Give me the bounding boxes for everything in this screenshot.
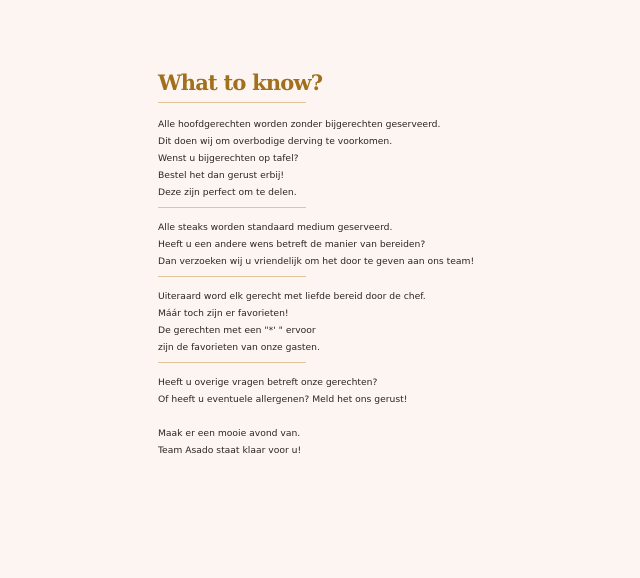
paragraph-line: Máár toch zijn er favorieten! [158, 308, 289, 319]
paragraph-line: Uiteraard word elk gerecht met liefde bereid door de chef. [158, 291, 426, 302]
divider [158, 362, 306, 363]
paragraph-line: Alle hoofdgerechten worden zonder bijgerechten geserveerd. [158, 119, 441, 130]
paragraph-line: Heeft u een andere wens betreft de manier van bereiden? [158, 239, 426, 250]
divider [158, 207, 306, 208]
paragraph-line: Dan verzoeken wij u vriendelijk om het door te geven aan ons team! [158, 256, 475, 267]
paragraph-line: Of heeft u eventuele allergenen? Meld het ons gerust! [158, 394, 408, 405]
section-side-dishes [158, 116, 628, 201]
paragraph-line: Alle steaks worden standaard medium geserveerd. [158, 222, 393, 233]
paragraph-line: Heeft u overige vragen betreft onze gerechten? [158, 377, 378, 388]
paragraph-line: De gerechten met een "*' " ervoor [158, 325, 316, 336]
paragraph-line: Wenst u bijgerechten op tafel? [158, 153, 299, 164]
section-questions [158, 374, 628, 459]
closing-line: Team Asado staat klaar voor u! [158, 445, 302, 456]
closing-line: Maak er een mooie avond van. [158, 428, 301, 439]
page-title: What to know? [158, 70, 323, 95]
section-steaks [158, 219, 628, 270]
info-panel [158, 70, 628, 459]
section-favorites [158, 288, 628, 356]
divider [158, 102, 306, 103]
paragraph-line: Bestel het dan gerust erbij! [158, 170, 285, 181]
paragraph-line: Dit doen wij om overbodige derving te voorkomen. [158, 136, 393, 147]
paragraph-line: zijn de favorieten van onze gasten. [158, 342, 320, 353]
paragraph-line: Deze zijn perfect om te delen. [158, 187, 297, 198]
divider [158, 276, 306, 277]
spacer [158, 408, 628, 425]
